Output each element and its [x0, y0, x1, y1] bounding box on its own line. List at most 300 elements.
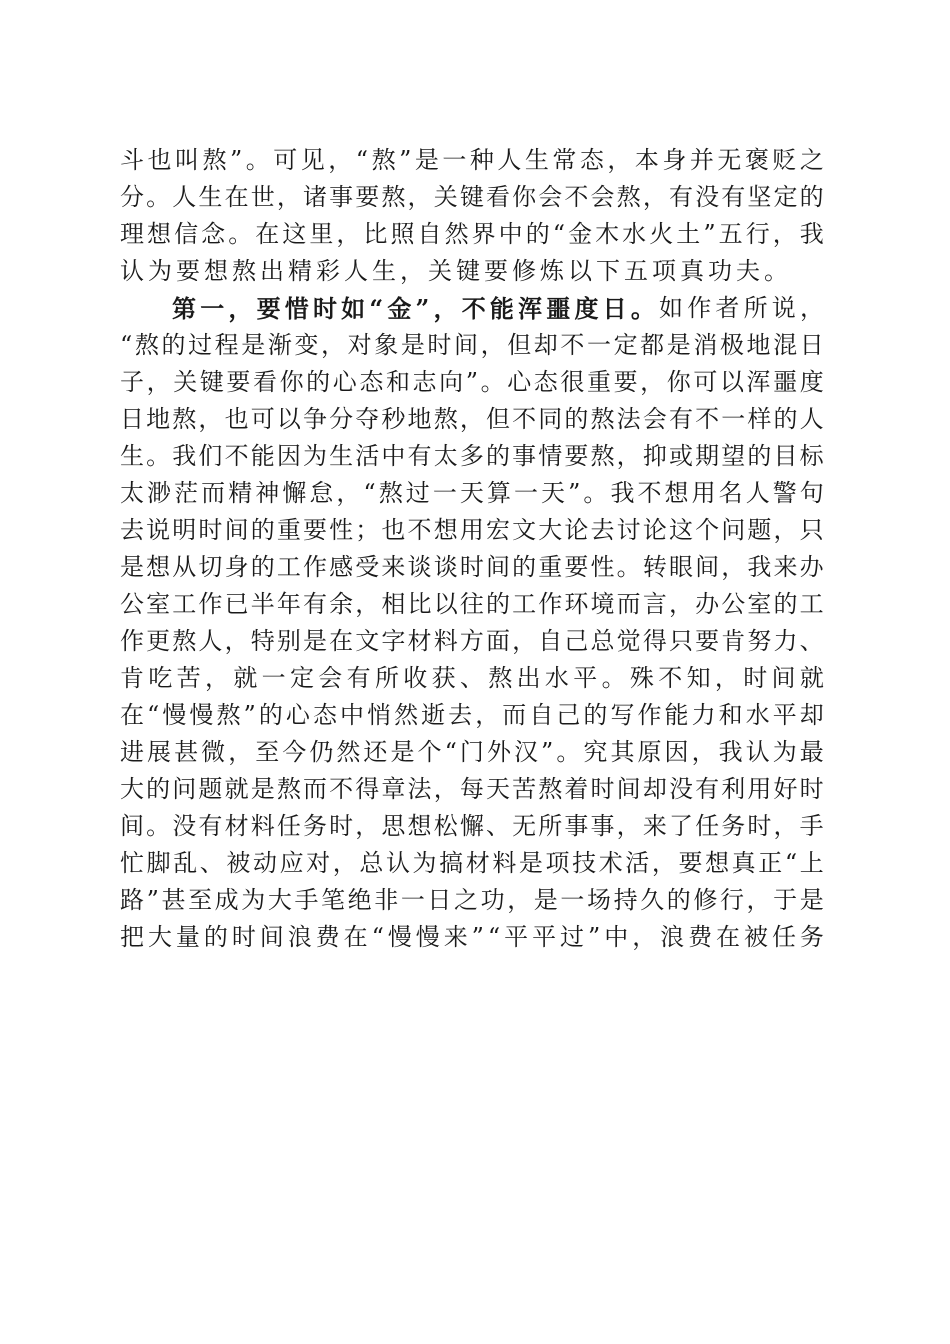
character: 为 — [148, 257, 176, 285]
character: 非 — [374, 886, 399, 914]
character: 日 — [602, 294, 627, 323]
character: 五 — [624, 257, 652, 285]
character: 态 — [579, 146, 604, 174]
character: 在 — [329, 627, 354, 655]
character: 。 — [146, 812, 171, 840]
character: ” — [471, 923, 484, 951]
character: 了 — [668, 812, 693, 840]
character: 天 — [485, 775, 510, 803]
character: 有 — [302, 590, 327, 618]
character: 期 — [695, 442, 720, 470]
character: 是 — [302, 627, 327, 655]
character: 问 — [172, 775, 197, 803]
character: ， — [607, 146, 632, 174]
character: 懈 — [459, 812, 484, 840]
character: 用 — [691, 479, 716, 507]
character: 也 — [224, 405, 249, 433]
character: 抑 — [642, 442, 667, 470]
character: 工 — [172, 590, 197, 618]
character: “ — [371, 923, 384, 951]
character: ” — [568, 479, 581, 507]
character: 外 — [486, 738, 511, 766]
character: 身 — [662, 146, 687, 174]
character: 材 — [224, 812, 249, 840]
text-line — [120, 623, 824, 660]
character: 要 — [695, 627, 720, 655]
character: 谈 — [407, 553, 432, 581]
character: 作 — [302, 553, 327, 581]
character: 却 — [533, 331, 558, 359]
character: 关 — [173, 368, 198, 396]
character: 时 — [743, 664, 768, 692]
character: 平 — [573, 664, 598, 692]
character: 过 — [188, 331, 213, 359]
character: 是 — [414, 146, 439, 174]
character: ， — [328, 146, 353, 174]
character: 被 — [226, 849, 251, 877]
character: 已 — [224, 590, 249, 618]
character: 文 — [355, 627, 380, 655]
character: 望 — [721, 442, 746, 470]
character: 熬 — [538, 775, 563, 803]
character: 面 — [485, 627, 510, 655]
character: 褒 — [744, 146, 769, 174]
character: ， — [336, 220, 361, 248]
character: 消 — [693, 331, 718, 359]
character: 地 — [146, 405, 171, 433]
character: 应 — [279, 849, 304, 877]
character: 论 — [564, 516, 589, 544]
character: 真 — [680, 257, 708, 285]
character: 会 — [538, 183, 563, 211]
character: 的 — [773, 590, 798, 618]
character: 分 — [120, 183, 144, 211]
character: 大 — [147, 923, 172, 951]
character: 时 — [329, 812, 354, 840]
character: 可 — [693, 368, 718, 396]
character: ， — [475, 701, 500, 729]
character: 。 — [228, 220, 253, 248]
character: 要 — [355, 183, 380, 211]
character: 文 — [512, 516, 537, 544]
character: 的 — [773, 405, 798, 433]
character: 水 — [544, 664, 569, 692]
character: 秒 — [381, 405, 406, 433]
character: 在 — [255, 220, 280, 248]
character: 然 — [444, 220, 469, 248]
character: 关 — [433, 183, 458, 211]
character: 照 — [390, 220, 415, 248]
character: 没 — [172, 812, 197, 840]
character: 不 — [407, 516, 432, 544]
character: ” — [465, 368, 478, 396]
character: 本 — [634, 146, 659, 174]
character: 是 — [390, 738, 415, 766]
character: 觉 — [616, 627, 641, 655]
character: 有 — [668, 183, 693, 211]
character: 正 — [758, 849, 783, 877]
section-heading-line — [120, 290, 824, 327]
character: 料 — [250, 812, 275, 840]
character: 如 — [659, 294, 683, 322]
character: 你 — [666, 368, 691, 396]
character: 无 — [717, 146, 742, 174]
character: 有 — [407, 442, 432, 470]
character: 己 — [556, 701, 581, 729]
character: 来 — [773, 553, 798, 581]
character: 个 — [695, 516, 720, 544]
character: 要 — [484, 257, 512, 285]
character: 生 — [372, 257, 400, 285]
character: 总 — [590, 627, 615, 655]
character: 所 — [538, 812, 563, 840]
character: 而 — [201, 479, 226, 507]
character: 比 — [363, 220, 388, 248]
character: 熬 — [590, 405, 615, 433]
character: 想 — [204, 257, 232, 285]
character: ， — [276, 183, 301, 211]
character: 切 — [198, 553, 223, 581]
character: 来 — [642, 812, 667, 840]
character: 。 — [601, 664, 626, 692]
character: 浑 — [518, 294, 543, 323]
character: 同 — [538, 405, 563, 433]
character: 贬 — [772, 146, 797, 174]
character: 间 — [616, 775, 641, 803]
character: 被 — [744, 923, 768, 951]
character: 然 — [336, 738, 361, 766]
character: ， — [616, 442, 641, 470]
character: ， — [321, 331, 346, 359]
character: 的 — [258, 701, 283, 729]
character: 夫 — [736, 257, 764, 285]
character: 。 — [480, 368, 505, 396]
character: 间 — [259, 923, 284, 951]
character: 时 — [427, 331, 452, 359]
character: 上 — [799, 849, 824, 877]
character: 和 — [385, 368, 410, 396]
character: 之 — [454, 886, 478, 914]
character: 大 — [267, 886, 292, 914]
character: 成 — [214, 886, 239, 914]
character: 行 — [745, 220, 770, 248]
character: 材 — [407, 627, 432, 655]
character: 不 — [695, 405, 720, 433]
character: 量 — [175, 923, 200, 951]
character: 去 — [120, 516, 144, 544]
character: 生 — [198, 183, 223, 211]
character: 别 — [276, 627, 301, 655]
character: ， — [433, 775, 458, 803]
character: 自 — [417, 220, 442, 248]
character: 有 — [668, 405, 693, 433]
character: 平 — [532, 923, 557, 951]
character: 事 — [590, 812, 615, 840]
text-line — [120, 179, 824, 216]
character: 对 — [347, 331, 372, 359]
character: 熬 — [381, 183, 406, 211]
character: ， — [773, 812, 798, 840]
character: 工 — [512, 590, 537, 618]
character: ， — [799, 294, 824, 322]
character: 是 — [533, 886, 558, 914]
character: 诸 — [302, 183, 327, 211]
character: 惜 — [284, 294, 309, 323]
character: 时 — [198, 516, 223, 544]
character: 我 — [610, 479, 635, 507]
character: 笔 — [321, 886, 346, 914]
character: 公 — [120, 590, 144, 618]
character: 问 — [721, 516, 746, 544]
character: 特 — [250, 627, 275, 655]
character: 功 — [708, 257, 736, 285]
character: 办 — [695, 590, 720, 618]
character: 斗 — [120, 146, 144, 174]
character: 是 — [518, 849, 543, 877]
character: 都 — [640, 331, 665, 359]
character: 生 — [120, 442, 144, 470]
character: 室 — [747, 590, 772, 618]
character: 行 — [719, 886, 744, 914]
text-line — [120, 697, 824, 734]
character: 很 — [560, 368, 585, 396]
character: 苦 — [176, 664, 201, 692]
character: 章 — [381, 775, 406, 803]
character: 不 — [224, 442, 249, 470]
character: 样 — [747, 405, 772, 433]
character: 搞 — [439, 849, 464, 877]
character: 肯 — [120, 664, 144, 692]
character: 间 — [120, 812, 144, 840]
character: 想 — [146, 553, 171, 581]
character: 去 — [590, 516, 615, 544]
character: 想 — [407, 812, 432, 840]
character: 的 — [747, 442, 772, 470]
character: ， — [433, 294, 458, 323]
character: 日 — [427, 886, 452, 914]
character: ， — [204, 664, 229, 692]
character: 这 — [282, 220, 307, 248]
character: 个 — [417, 738, 442, 766]
character: 从 — [172, 553, 197, 581]
character: 想 — [147, 220, 172, 248]
character: 的 — [583, 701, 608, 729]
character: 熬 — [590, 442, 615, 470]
character: 者 — [715, 294, 740, 322]
character: 我 — [799, 220, 824, 248]
character: 要 — [226, 368, 251, 396]
character: 种 — [469, 146, 494, 174]
character: 料 — [492, 849, 517, 877]
text-line — [120, 512, 824, 549]
character: 任 — [771, 923, 796, 951]
character: 你 — [512, 183, 537, 211]
character: 火 — [649, 220, 674, 248]
text-line — [120, 882, 824, 919]
character: “ — [444, 738, 457, 766]
character: 的 — [203, 923, 228, 951]
character: 身 — [224, 553, 249, 581]
character: 平 — [504, 923, 529, 951]
character: 重 — [276, 516, 301, 544]
character: 更 — [146, 627, 171, 655]
character: “ — [355, 146, 369, 174]
text-line — [120, 142, 824, 179]
character: 态 — [312, 701, 337, 729]
character: 然 — [394, 701, 419, 729]
character: 慢 — [415, 923, 440, 951]
character: 写 — [610, 701, 635, 729]
character: 日 — [799, 331, 824, 359]
character: 仍 — [309, 738, 334, 766]
text-line — [120, 327, 824, 364]
character: 要 — [564, 442, 589, 470]
character: 精 — [228, 479, 253, 507]
character: 得 — [355, 775, 380, 803]
character: 以 — [433, 590, 458, 618]
character: 极 — [719, 331, 744, 359]
character: 会 — [590, 183, 615, 211]
character: 想 — [433, 516, 458, 544]
character: 一 — [261, 664, 286, 692]
character: 会 — [642, 405, 667, 433]
character: 慢 — [189, 701, 214, 729]
character: 理 — [120, 220, 144, 248]
character: 一 — [560, 886, 585, 914]
character: 我 — [172, 442, 197, 470]
character: 熬 — [172, 627, 197, 655]
character: 金 — [568, 220, 593, 248]
character: 大 — [120, 775, 144, 803]
character: 太 — [433, 442, 458, 470]
character: ， — [616, 812, 641, 840]
character: ， — [651, 849, 676, 877]
character: 慢 — [162, 701, 187, 729]
character: 态 — [533, 368, 558, 396]
character: 而 — [502, 701, 527, 729]
character: 术 — [598, 849, 623, 877]
character: 务 — [302, 812, 327, 840]
character: 收 — [403, 664, 428, 692]
character: 熬 — [616, 183, 641, 211]
character: 夺 — [355, 405, 380, 433]
character: 定 — [773, 183, 798, 211]
character: 们 — [198, 442, 223, 470]
character: 看 — [485, 183, 510, 211]
character: 心 — [332, 368, 357, 396]
character: 脚 — [146, 849, 171, 877]
character: 金 — [387, 294, 412, 323]
character: 至 — [255, 738, 280, 766]
character: 、 — [799, 627, 824, 655]
character: 而 — [616, 590, 641, 618]
character: 或 — [668, 442, 693, 470]
character: 志 — [412, 368, 437, 396]
character: “ — [147, 701, 160, 729]
character: 键 — [199, 368, 224, 396]
character: 于 — [773, 886, 798, 914]
character: 出 — [516, 664, 541, 692]
character: ， — [773, 516, 798, 544]
character: 所 — [374, 664, 399, 692]
character: 神 — [255, 479, 280, 507]
character: ” — [146, 886, 159, 914]
character: 修 — [693, 886, 718, 914]
character: 法 — [407, 775, 432, 803]
character: 不 — [512, 405, 537, 433]
character: 在 — [224, 183, 249, 211]
character: 微 — [201, 738, 226, 766]
character: 费 — [688, 923, 713, 951]
character: “ — [363, 479, 376, 507]
character: 彩 — [316, 257, 344, 285]
character: 象 — [374, 331, 399, 359]
character: ， — [146, 368, 171, 396]
character: 任 — [695, 812, 720, 840]
character: 场 — [586, 886, 611, 914]
character: 是 — [666, 331, 691, 359]
character: 不 — [564, 183, 589, 211]
character: ” — [243, 701, 256, 729]
character: 吃 — [148, 664, 173, 692]
character: 项 — [652, 257, 680, 285]
character: 过 — [560, 923, 585, 951]
character: 感 — [329, 553, 354, 581]
character: 持 — [613, 886, 638, 914]
character: 情 — [538, 442, 563, 470]
character: 键 — [459, 183, 484, 211]
character: 不 — [658, 664, 683, 692]
character: “ — [784, 849, 798, 877]
character: 多 — [459, 442, 484, 470]
character: 。 — [764, 257, 792, 285]
character: 力 — [691, 701, 716, 729]
character: 渐 — [267, 331, 292, 359]
character: 事 — [329, 183, 354, 211]
character: 一 — [586, 331, 611, 359]
character: 木 — [595, 220, 620, 248]
character: 就 — [799, 664, 824, 692]
character: 比 — [407, 590, 432, 618]
character: 还 — [363, 738, 388, 766]
character: 渺 — [147, 479, 172, 507]
character: 务 — [799, 923, 824, 951]
character: 不 — [560, 331, 585, 359]
character: 看 — [252, 368, 277, 396]
text-line — [120, 734, 824, 771]
character: ， — [642, 183, 667, 211]
character: 的 — [146, 775, 171, 803]
character: 时 — [747, 812, 772, 840]
character: 所 — [743, 294, 768, 322]
character: 绝 — [347, 886, 372, 914]
character: ” — [399, 146, 412, 174]
character: 定 — [613, 331, 638, 359]
character: 熬 — [276, 775, 301, 803]
character: 土 — [676, 220, 701, 248]
character: 度 — [574, 294, 599, 323]
character: ， — [228, 738, 253, 766]
character: ” — [230, 146, 243, 174]
character: 的 — [485, 442, 510, 470]
character: 知 — [686, 664, 711, 692]
character: 眼 — [668, 553, 693, 581]
character: 认 — [385, 849, 410, 877]
character: 为 — [772, 738, 797, 766]
character: 肯 — [721, 627, 746, 655]
character: 世 — [250, 183, 275, 211]
character: 办 — [799, 553, 824, 581]
